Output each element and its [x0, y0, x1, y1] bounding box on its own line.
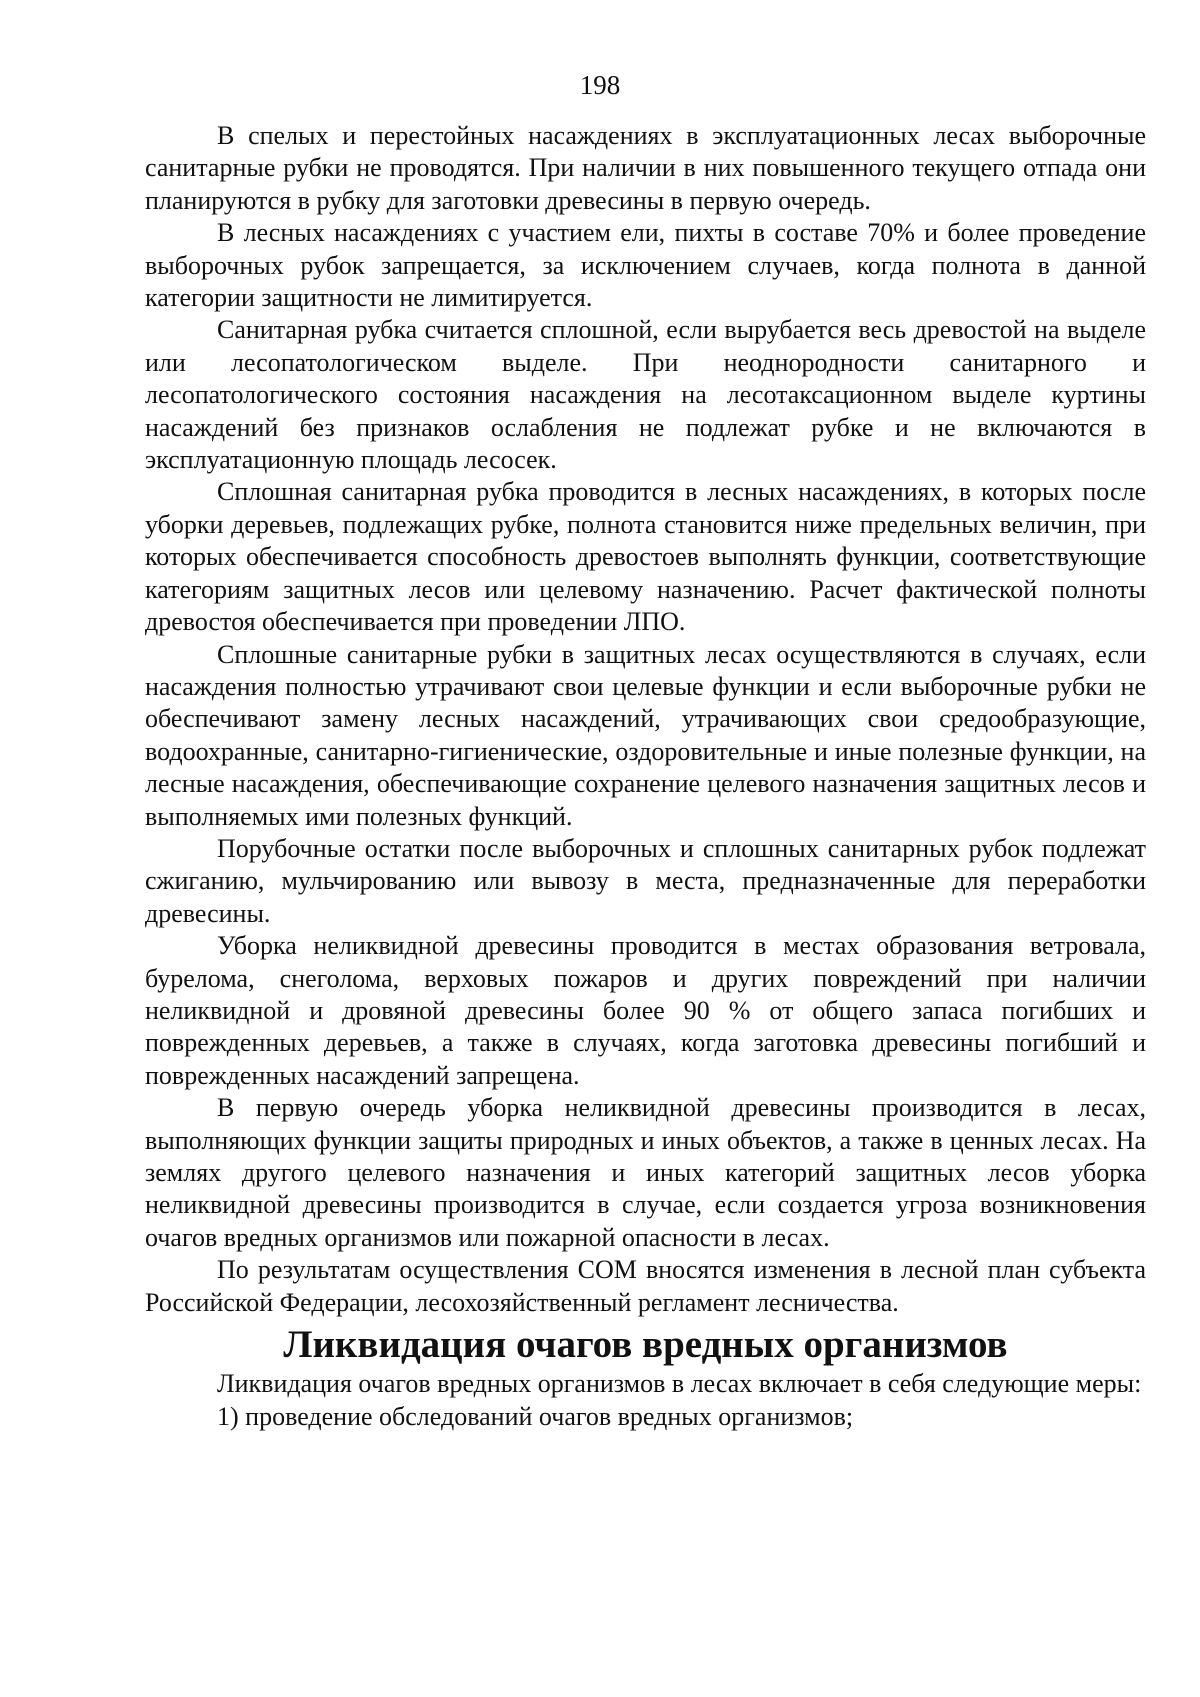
paragraph: Санитарная рубка считается сплошной, если вырубается весь древостой на выделе или лесопатологическом выделе. При неоднородности санитарного и лесопатологического состояния насаждения на лесотаксационном выделе куртины насаждений без признаков ослабления не подлежат рубке и не включаются в эксплуатационную площадь лесосек.: [145, 315, 1146, 475]
paragraph: Порубочные остатки после выборочных и сплошных санитарных рубок подлежат сжиганию, мульчированию или вывозу в места, предназначенные для переработки древесины.: [145, 833, 1146, 928]
paragraph: По результатам осуществления СОМ вносятся изменения в лесной план субъекта Российской Федерации, лесохозяйственный регламент лесничества.: [145, 1255, 1146, 1317]
paragraph: В спелых и перестойных насаждениях в эксплуатационных лесах выборочные санитарные рубки не проводятся. При наличии в них повышенного текущего отпада они планируются в рубку для заготовки древесины в первую очередь.: [145, 121, 1146, 215]
page-body: [145, 120, 1146, 1433]
paragraph: В лесных насаждениях с участием ели, пихты в составе 70% и более проведение выборочных рубок запрещается, за исключением случаев, когда полнота в данной категории защитности не лимитируется.: [145, 218, 1146, 313]
list-item: 1) проведение обследований очагов вредных организмов;: [217, 1402, 854, 1432]
paragraph: В первую очередь уборка неликвидной древесины производится в лесах, выполняющих функции защиты природных и иных объектов, а также в ценных лесах. На землях другого целевого назначения и иных категорий защитных лесов уборка неликвидной древесины производится в случае, если создается угроза возникновения очагов вредных организмов или пожарной опасности в лесах.: [145, 1093, 1146, 1252]
paragraph: Сплошные санитарные рубки в защитных лесах осуществляются в случаях, если насаждения полностью утрачивают свои целевые функции и если выборочные рубки не обеспечивают замену лесных насаждений, утрачивающих свои средообразующие, водоохранные, санитарно-гигиенические, оздоровительные и иные полезные функции, на лесные насаждения, обеспечивающие сохранение целевого назначения защитных лесов и выполняемых ими полезных функций.: [145, 639, 1146, 831]
section-heading: Ликвидация очагов вредных организмов: [283, 1323, 1008, 1367]
page-number: 198: [579, 70, 621, 100]
paragraph: Уборка неликвидной древесины проводится в местах образования ветровала, бурелома, снеголома, верховых пожаров и других повреждений при наличии неликвидной и дровяной древесины более 90 % от общего запаса погибших и поврежденных деревьев, а также в случаях, когда заготовка древесины погибший и поврежденных насаждений запрещена.: [145, 931, 1146, 1090]
section-intro: Ликвидация очагов вредных организмов в лесах включает в себя следующие меры:: [217, 1369, 1142, 1399]
paragraph: Сплошная санитарная рубка проводится в лесных насаждениях, в которых после уборки деревьев, подлежащих рубке, полнота становится ниже предельных величин, при которых обеспечивается способность древостоев выполнять функции, соответствующие категориям защитных лесов или целевому назначению. Расчет фактической полноты древостоя обеспечивается при проведении ЛПО.: [145, 477, 1146, 637]
